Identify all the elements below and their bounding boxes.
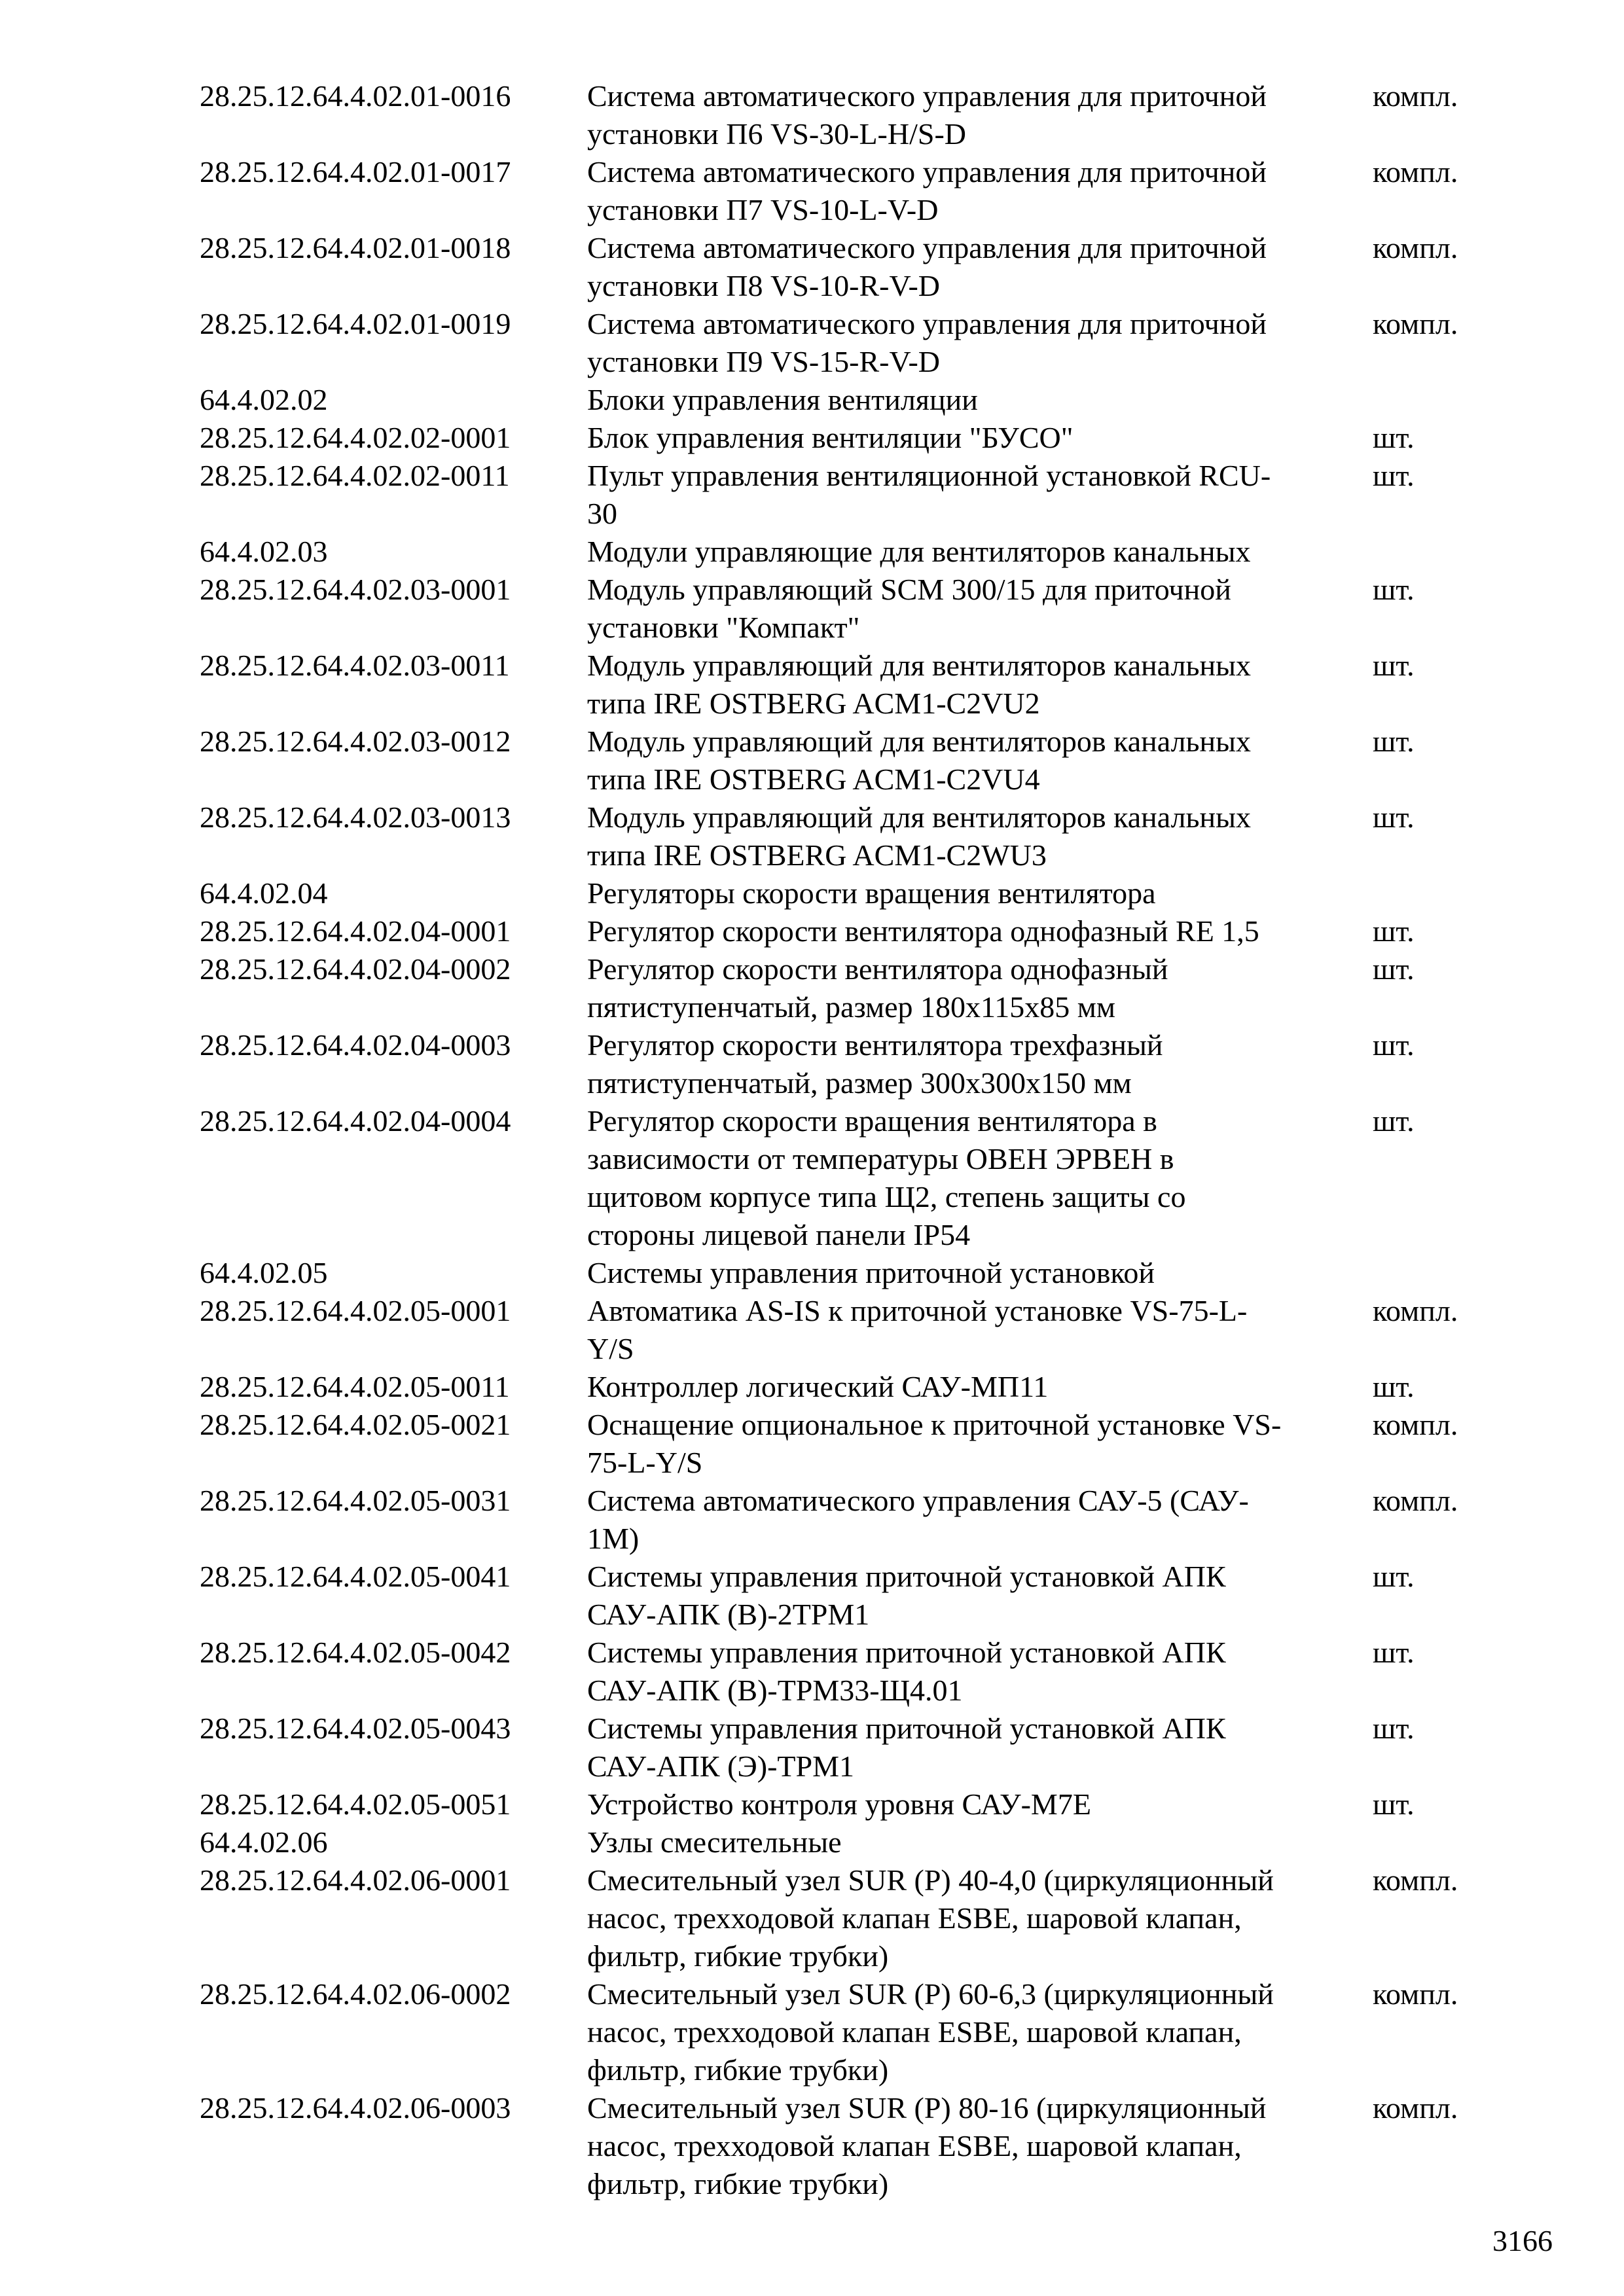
row-name: Система автоматического управления для приточной установки П6 VS-30-L-H/S-D	[587, 79, 1267, 151]
table-row	[200, 874, 1509, 912]
row-name: Устройство контроля уровня САУ-М7Е	[587, 1787, 1091, 1821]
table-row	[200, 1292, 1509, 1368]
row-code: 28.25.12.64.4.02.01-0017	[200, 155, 511, 188]
row-code: 28.25.12.64.4.02.05-0021	[200, 1408, 511, 1441]
row-code: 28.25.12.64.4.02.04-0002	[200, 952, 511, 986]
row-name: Регулятор скорости вентилятора однофазный RE 1,5	[587, 914, 1259, 948]
page-number: 3166	[1492, 2224, 1553, 2257]
row-name: Регулятор скорости вентилятора трехфазный пятиступенчатый, размер 300x300x150 мм	[587, 1028, 1163, 1100]
row-code: 28.25.12.64.4.02.01-0019	[200, 307, 511, 340]
row-code: 64.4.02.06	[200, 1825, 328, 1859]
row-name: Регулятор скорости вентилятора однофазный пятиступенчатый, размер 180x115x85 мм	[587, 952, 1168, 1024]
table-row	[200, 1975, 1509, 2089]
row-code: 64.4.02.04	[200, 876, 328, 910]
row-code: 28.25.12.64.4.02.03-0012	[200, 725, 511, 758]
table-row	[200, 1406, 1509, 1482]
row-code: 64.4.02.03	[200, 535, 328, 568]
table-row	[200, 1710, 1509, 1785]
row-unit: компл.	[1373, 1484, 1458, 1517]
table-row	[200, 1558, 1509, 1634]
table-row	[200, 1861, 1509, 1975]
row-name: Узлы смесительные	[587, 1825, 842, 1859]
row-code: 64.4.02.05	[200, 1256, 328, 1289]
row-unit: компл.	[1373, 1294, 1458, 1327]
table-row	[200, 571, 1509, 647]
table-row	[200, 1254, 1509, 1292]
row-code: 28.25.12.64.4.02.05-0041	[200, 1560, 511, 1593]
row-code: 28.25.12.64.4.02.05-0051	[200, 1787, 511, 1821]
row-name: Системы управления приточной установкой	[587, 1256, 1155, 1289]
row-name: Контроллер логический САУ-МП11	[587, 1370, 1049, 1403]
table-row	[200, 229, 1509, 305]
table-row	[200, 2089, 1509, 2203]
row-name: Регуляторы скорости вращения вентилятора	[587, 876, 1156, 910]
table-row	[200, 77, 1509, 153]
table-row	[200, 533, 1509, 571]
row-code: 28.25.12.64.4.02.05-0042	[200, 1636, 511, 1669]
row-name: Модуль управляющий SCM 300/15 для приточной установки "Компакт"	[587, 573, 1231, 644]
table-row	[200, 1102, 1509, 1254]
table-row	[200, 1634, 1509, 1710]
row-unit: шт.	[1373, 1712, 1415, 1745]
row-code: 28.25.12.64.4.02.06-0002	[200, 1977, 511, 2011]
row-unit: шт.	[1373, 1370, 1415, 1403]
row-unit: шт.	[1373, 725, 1415, 758]
row-code: 28.25.12.64.4.02.02-0001	[200, 421, 511, 454]
table-row	[200, 1785, 1509, 1823]
row-unit: компл.	[1373, 155, 1458, 188]
table-row	[200, 912, 1509, 950]
table-row	[200, 457, 1509, 533]
table-row	[200, 647, 1509, 723]
row-unit: шт.	[1373, 1104, 1415, 1138]
table-row	[200, 723, 1509, 798]
row-name: Система автоматического управления для приточной установки П7 VS-10-L-V-D	[587, 155, 1267, 226]
row-name: Система автоматического управления для приточной установки П9 VS-15-R-V-D	[587, 307, 1267, 378]
row-name: Пульт управления вентиляционной установкой RCU- 30	[587, 459, 1271, 530]
row-code: 28.25.12.64.4.02.01-0016	[200, 79, 511, 113]
row-unit: шт.	[1373, 459, 1415, 492]
row-unit: шт.	[1373, 914, 1415, 948]
row-name: Системы управления приточной установкой АПК САУ-АПК (В)-2ТРМ1	[587, 1560, 1226, 1631]
row-code: 28.25.12.64.4.02.05-0011	[200, 1370, 510, 1403]
row-unit: компл.	[1373, 307, 1458, 340]
row-code: 28.25.12.64.4.02.03-0001	[200, 573, 511, 606]
row-code: 28.25.12.64.4.02.05-0031	[200, 1484, 511, 1517]
table-row	[200, 798, 1509, 874]
row-name: Системы управления приточной установкой АПК САУ-АПК (В)-ТРМ33-Щ4.01	[587, 1636, 1226, 1707]
row-code: 28.25.12.64.4.02.04-0001	[200, 914, 511, 948]
table-row	[200, 950, 1509, 1026]
row-name: Автоматика AS-IS к приточной установке VS-75-L- Y/S	[587, 1294, 1248, 1365]
row-name: Системы управления приточной установкой АПК САУ-АПК (Э)-ТРМ1	[587, 1712, 1226, 1783]
row-name: Модуль управляющий для вентиляторов канальных типа IRE OSTBERG ACM1-C2VU2	[587, 649, 1252, 720]
row-name: Регулятор скорости вращения вентилятора в зависимости от температуры ОВЕН ЭРВЕН в щитовом корпусе типа Щ2, степень защиты со стороны лицевой панели IP54	[587, 1104, 1186, 1251]
row-code: 64.4.02.02	[200, 383, 328, 416]
row-unit: шт.	[1373, 1560, 1415, 1593]
row-name: Смесительный узел SUR (P) 80-16 (циркуляционный насос, трехходовой клапан ESBE, шаровой клапан, фильтр, гибкие трубки)	[587, 2091, 1267, 2200]
row-name: Модуль управляющий для вентиляторов канальных типа IRE OSTBERG ACM1-C2VU4	[587, 725, 1252, 796]
row-unit: шт.	[1373, 952, 1415, 986]
row-name: Смесительный узел SUR (P) 60-6,3 (циркуляционный насос, трехходовой клапан ESBE, шаровой клапан, фильтр, гибкие трубки)	[587, 1977, 1274, 2087]
row-code: 28.25.12.64.4.02.01-0018	[200, 231, 511, 264]
row-name: Смесительный узел SUR (P) 40-4,0 (циркуляционный насос, трехходовой клапан ESBE, шаровой клапан, фильтр, гибкие трубки)	[587, 1863, 1274, 1973]
row-name: Система автоматического управления САУ-5 (САУ- 1М)	[587, 1484, 1249, 1555]
price-list-table	[200, 77, 1509, 2203]
table-row	[200, 1026, 1509, 1102]
row-code: 28.25.12.64.4.02.06-0001	[200, 1863, 511, 1897]
row-name: Оснащение опциональное к приточной установке VS- 75-L-Y/S	[587, 1408, 1282, 1479]
table-row	[200, 1482, 1509, 1558]
row-name: Система автоматического управления для приточной установки П8 VS-10-R-V-D	[587, 231, 1267, 302]
table-row	[200, 419, 1509, 457]
row-unit: компл.	[1373, 231, 1458, 264]
row-name: Блок управления вентиляции "БУСО"	[587, 421, 1074, 454]
row-code: 28.25.12.64.4.02.05-0001	[200, 1294, 511, 1327]
table-row	[200, 381, 1509, 419]
row-unit: шт.	[1373, 649, 1415, 682]
row-unit: компл.	[1373, 1977, 1458, 2011]
row-unit: компл.	[1373, 79, 1458, 113]
row-code: 28.25.12.64.4.02.05-0043	[200, 1712, 511, 1745]
row-unit: компл.	[1373, 2091, 1458, 2125]
row-code: 28.25.12.64.4.02.02-0011	[200, 459, 510, 492]
table-row	[200, 153, 1509, 229]
row-unit: шт.	[1373, 1787, 1415, 1821]
row-unit: компл.	[1373, 1408, 1458, 1441]
row-unit: шт.	[1373, 800, 1415, 834]
row-code: 28.25.12.64.4.02.04-0004	[200, 1104, 511, 1138]
table-row	[200, 1368, 1509, 1406]
table-row	[200, 305, 1509, 381]
row-unit: шт.	[1373, 1636, 1415, 1669]
row-code: 28.25.12.64.4.02.04-0003	[200, 1028, 511, 1062]
row-unit: шт.	[1373, 421, 1415, 454]
row-name: Модули управляющие для вентиляторов канальных	[587, 535, 1251, 568]
row-code: 28.25.12.64.4.02.06-0003	[200, 2091, 511, 2125]
row-name: Модуль управляющий для вентиляторов канальных типа IRE OSTBERG ACM1-C2WU3	[587, 800, 1252, 872]
row-unit: шт.	[1373, 1028, 1415, 1062]
row-unit: компл.	[1373, 1863, 1458, 1897]
row-name: Блоки управления вентиляции	[587, 383, 978, 416]
table-row	[200, 1823, 1509, 1861]
row-code: 28.25.12.64.4.02.03-0011	[200, 649, 510, 682]
row-unit: шт.	[1373, 573, 1415, 606]
row-code: 28.25.12.64.4.02.03-0013	[200, 800, 511, 834]
